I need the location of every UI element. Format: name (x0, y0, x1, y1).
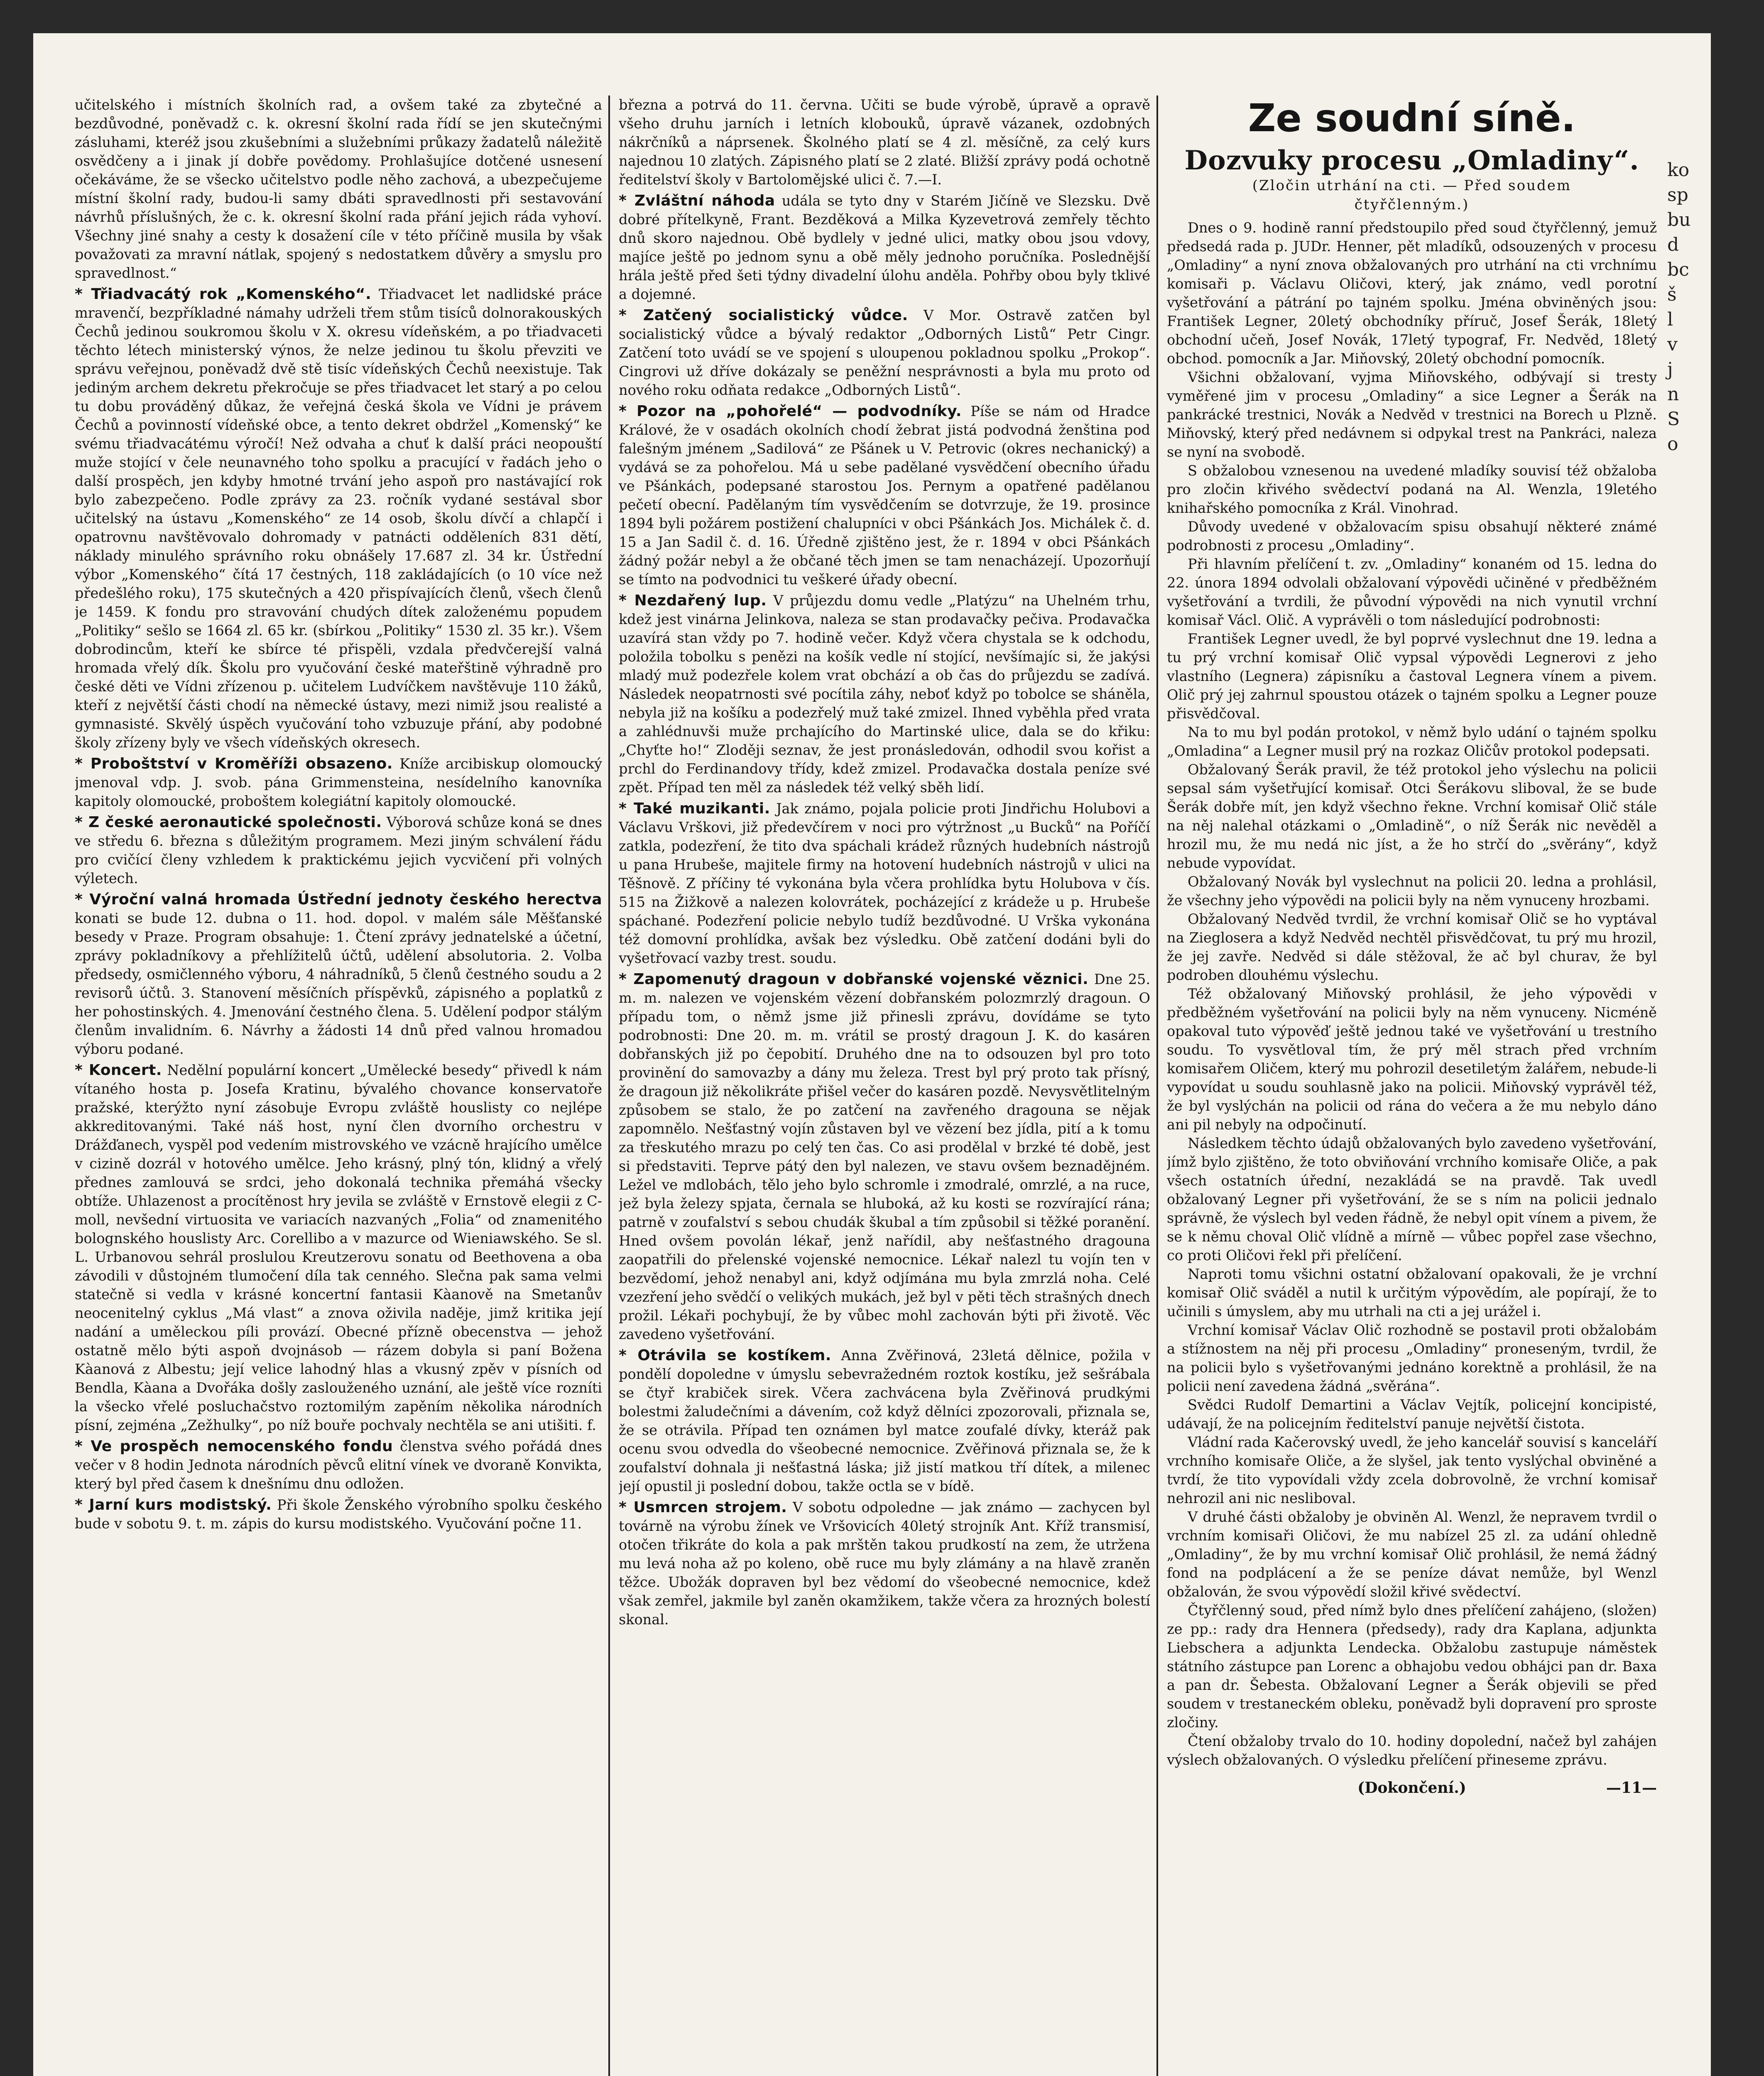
article-continuation (75, 95, 602, 282)
newspaper-page (33, 33, 1711, 2076)
edge-fragment: bu (1667, 209, 1691, 230)
news-item-title: * Jarní kurs modistský. (75, 1496, 272, 1513)
news-item (75, 890, 602, 1058)
news-item-text: Kníže arcibiskup olomoucký jmenoval vdp. J. svob. pána Grimmensteina, nesídelního kanovníka kapitoly olomoucké, proboštem kolegiátní kapitoly olomoucké. (75, 756, 602, 809)
article-text: března a potrvá do 11. června. Učiti se bude výrobě, úpravě a opravě všeho druhu jarních i letních klobouků, úpravě vázanek, ozdobných nákrčníků a náprsenek. Školného platí se 4 zl. měsíčně, za celý kurs najednou 10 zlatých. Zápisného platí se 2 zlaté. Bližší zprávy podá ochotně ředitelství školy v Bartolomějské ulici č. 7.—I. (619, 97, 1150, 188)
article-paragraph: V druhé části obžaloby je obviněn Al. Wenzl, že nepravem tvrdil o vrchním komisaři Oličovi, že mu nabízel 25 zl. za udání ohledně „Omladiny“, že by mu vrchní komisař Olič prohlásil, že nemá žádný fond na podplácení a že se peníze dávat nemůže, byl Wenzl obžalován, že svou výpovědí složil křivé svědectví. (1167, 1509, 1657, 1600)
news-item (75, 813, 602, 888)
column-rule (608, 95, 610, 2076)
news-item-text: Anna Zvěřinová, 23letá dělnice, požila v pondělí dopoledne v úmyslu sebevražedném roztok kostíku, jež sešrábala se čtyř krabiček sirek. Včera zachvácena byla Zvěřinová prudkými bolestmi žaludečními a dávením, což když dělníci zpozorovali, přiznala se, že se otrávila. Případ ten oznámen byl matce zoufalé dívky, kteráž pak ocenu svou odvedla do všeobecné nemocnice. Zvěřinová přiznala se, že k zoufalství dohnala ji nešťastná láska; již jistí matkou tří dítek, a milenec její opustil ji poslední dobou, takže octla se v bídě. (619, 1347, 1150, 1494)
edge-fragment: š (1667, 284, 1677, 305)
news-item-text: V průjezdu domu vedle „Platýzu“ na Uhelném trhu, kdež jest vinárna Jelinkova, naleza se stan prodavačky pečiva. Prodavačka uzavírá stan vždy po 7. hodině večer. Když včera chystala se k odchodu, položila tobolku s penězi na košík vedle ní stojící, nevšímajíc si, že jakýsi mladý muž podezřele kolem vrat obchází a ob čas do průjezdu se zadívá. Následek neopatrnosti své pocítila záhy, neboť když po tobolce se sháněla, nebyla již na košíku a podezřelý muž také zmizel. Ihned vyběhla před vrata a zahlédnuvši muže prchajícího do Martinské ulice, dala se do křiku: „Chyťte ho!“ Zloději seznav, že jest pronásledován, odhodil svou kořist a prchl do Ferdinandovy třídy, kdež zmizel. Prodavačka dostala peníze své zpět. Případ ten měl za následek též velký sběh lidí. (619, 592, 1150, 796)
article-paragraph: Dnes o 9. hodině ranní předstoupilo před soud čtyřčlenný, jemuž předsedá rada p. JUDr. Henner, pět mladíků, odsouzených v procesu „Omladiny“ a nyní znova obžalovaných pro utrhání na cti vrchnímu komisaři p. Václavu Oličovi, který, jak známo, vedl porotní vyšetřování a pátrání po tajném spolku. Jména obviněných jsou: František Legner, 20letý obchodníky příruč, Josef Šerák, 18letý obchodní učeň, Josef Novák, 17letý typograf, Fr. Nedvěd, 18letý obchod. pomocník a Jar. Miňovský, 20letý obchodní pomocník. (1167, 220, 1657, 367)
news-item-title: * Zatčený socialistický vůdce. (619, 307, 908, 324)
news-item-title: * Usmrcen strojem. (619, 1499, 787, 1516)
continued-note: (Dokončení.) (1357, 1779, 1466, 1797)
article-paragraph: Čtyřčlenný soud, před nímž bylo dnes přelíčení zahájeno, (složen) ze pp.: rady dra Hennera (předsedy), rady dra Kaplana, adjunkta Liebschera a adjunkta Lendecka. Obžalobu zastupuje náměstek státního zástupce pan Lorenc a obhajobu vedou obhájci pan dr. Baxa a pan dr. Šebesta. Obžalovaní Legner a Šerák objevili se před soudem v trestaneckém obleku, poněvadž byli dopravení pro sproste zločiny. (1167, 1602, 1657, 1731)
news-item-title: * Zvláštní náhoda (619, 192, 775, 209)
news-item-text: V sobotu odpoledne — jak známo — zachycen byl továrně na výrobu žínek ve Vršovicích 40letý strojník Ant. Kříž transmisí, otočen třikráte do kola a pak mrštěn takou prudkostí na zem, že utržena mu levá noha až po koleno, obě ruce mu byly zlámány a na hlavě zraněn těžce. Ubožák dopraven byl bez vědomí do všeobecné nemocnice, kdež však zemřel, jakmile byl zaněn okamžikem, takže včera za hrozných bolestí skonal. (619, 1499, 1150, 1628)
news-item-title: * Otrávila se kostíkem. (619, 1347, 831, 1364)
news-item-text: V Mor. Ostravě zatčen byl socialistický vůdce a bývalý redaktor „Odborných Listů“ Petr Cingr. Zatčení toto uvádí se ve spojení s uloupenou pokladnou spolku „Prokop“. Cingrovi už dříve dokázaly se peněžní nesprávnosti a byla mu proto od nového roku odňata redakce „Odborných Listů“. (619, 307, 1150, 398)
news-item-text: Nedělní populární koncert „Umělecké besedy“ přivedl k nám vítaného hosta p. Josefa Kratinu, bývalého chovance konservatoře pražské, kterýžto nyní zásobuje Evropu zvláště houslisty co nejlépe akkreditovanými. Také náš host, nyní člen dvorního orchestru v Drážďanech, vyspěl pod vedením mistrovského ve vzácně hrajícího umělce v cizině dozrál v hotového umělce. Jeho krásný, plný tón, klidný a vřelý přednes zamlouvá se srdci, jeho dokonalá technika přemáhá všecky obtíže. Uhlazenost a procítěnost hry jevila se zvláště v Ernstově elegii z C-moll, nevšední virtuosita ve variacích nazvaných „Folia“ od znamenitého bolognského houslisty Arc. Corellibo a v mazurce od Wieniawského. Se sl. L. Urbanovou sehrál proslulou Kreutzerovu sonatu od Beethovena a oba závodili v důstojném tlumočení díla tak cenného. Slečna pak sama velmi statečně si vedla v krásné koncertní fantasii Kàanově na Smetanův neocenitelný cyklus „Má vlast“ a znova oživila naděje, jimž kritika její nadání a uměleckou píli provází. Obecné přízně obecenstva — jehož ostatně mělo býti aspoň dvojnásob — rázem dobyla si paní Božena Kàanová z Albestu; její velice lahodný hlas a vkusný zpěv v písních od Bendla, Kàana a Dvořáka došly zaslouženého uznání, ale ještě více rozníti la všecko vřelé posluchačstvo roztomilým zapěním několika národních písní, zejména „Zežhulky“, po níž bouře pochvaly nechtěla se ani utišiti. f. (75, 1062, 602, 1433)
article-subtitle (1167, 176, 1657, 214)
news-item-title: * Proboštství v Kroměříži obsazeno. (75, 755, 393, 772)
news-item-text: udála se tyto dny v Starém Jičíně ve Slezsku. Dvě dobré přítelkyně, Frant. Bezděková a Milka Kyzevetrová zemřely těchto dnů skoro najednou. Obě bydlely v jedné ulici, matky obou jsou vdovy, majíce ještě po jednom synu a obě měly jednoho poručníka. Poslednější hrála ještě před šeti týdny divadelní úlohu anděla. Pohřby obou byly tklivé a dojemné. (619, 193, 1150, 302)
news-item-title: * Ve prospěch nemocenského fondu (75, 1438, 393, 1455)
news-item-text: Třiadvacet let nadlidské práce mravenčí, bezpříkladné námahy udrželi třem stům tisíců dolnorakouských Čechů jedinou soukromou školu v X. okresu vídeňském, a po třiadvaceti těchto létech ministerský výnos, že nelze jedinou tu školu převziti ve správu veřejnou, poněvadž dvě stě tisíc vídeňských Čechů neexistuje. Tak jediným archem dekretu překročuje se přes třiadvacet let starý a po celou tu dobu prováděný důkaz, že veřejná česká škola ve Vídni je právem Čechů a povinností vídeňské obce, a tento dekret obdržel „Komenský“ ke svému třiadvacátému výročí! Než odvaha a chuť k další práci neopouští muže stojící v čele neunavného toho spolku a pracující v řadách jeho o další prospěch, jen kdyby hmotné trvání jeho aspoň pro nastávající rok bylo zabezpečeno. Podle zprávy za 23. ročník vydané sestával sbor učitelský na ústavu „Komenského“ ze 14 osob, školu dívčí a chlapčí i opatrovnu navštěvovalo dohromady v patnácti odděleních 831 dětí, náklady minulého správního roku obnášely 17.687 zl. 34 kr. Ústřední výbor „Komenského“ čítá 17 čestných, 118 zakládajících (o 10 více než předešlého roku), 175 skutečných a 420 přispívajících členů, všech členů je 1459. K fondu pro stravování chudých dítek založenému popudem „Politiky“ sešlo se 1664 zl. 65 kr. (sbírkou „Politiky“ 1530 zl. 35 kr.). Všem dobrodincům, kteří ke sbírce té přispěli, vzdala předvčerejší valná hromada vřelý dík. Školu pro vyučování české mateřštině výhradně pro české děti ve Vídni zřízenou p. učitelem Ludvíčkem navštěvuje 110 žáků, kteří z největší části chodí na německé ústavy, mezi nimiž jsou realisté a gymnasisté. Skvělý úspěch vyučování toho vzbuzuje přání, aby podobné školy zřízeny byly ve všech vídeňských okresech. (75, 286, 602, 751)
news-item-title: * Třiadvacátý rok „Komenského“. (75, 286, 372, 303)
article-paragraph: Čtení obžaloby trvalo do 10. hodiny dopolední, načež byl zahájen výslech obžalovaných. O výsledku přelíčení přineseme zprávu. (1167, 1733, 1657, 1768)
edge-fragment: v (1667, 334, 1678, 355)
news-item-text: Dne 25. m. m. nalezen ve vojenském vězení dobřanském polozmrzlý dragoun. O případu tom, o němž jsme již přinesli zprávu, dovídáme se tyto podrobnosti: Dne 20. m. m. vrátil se prostý dragoun J. K. do kasáren dobřanských již po čepobití. Druhého dne na to odsouzen byl pro toto provinění do samovazby a dány mu železa. Trest byl prý proto tak přísný, že dragoun již několikráte přišel večer do kasáren pozdě. Nevysvětlitelným způsobem se stalo, že po zatčení na zavřeného dragouna se nějak zapomnělo. Nešťastný vojín zůstaven byl ve vězení bez jídla, pití a k tomu za třeskutého mrazu po celý ten čas. Co asi prodělal v brzké té době, jest si představiti. Teprve pátý den byl nalezen, ve stavu ovšem beznadějném. Ležel ve mdlobách, tělo jeho bylo schromle i zmodralé, omrzlé, a na ruce, jež byla železy spjata, černala se hluboká, až ku kosti se rozvírající rána; patrně v zoufalství s sebou chudák škubal a tím způsobil si těžké poranění. Hned ovšem povolán lékař, jenž nařídil, aby nešťastného dragouna zaopatřili do přelenské vojenské nemocnice. Lékař nalezl tu vojín ten v bezvědomí, jehož nenabyl ani, když odjímána mu byla zmrzlá noha. Celé vzezření jeho svědčí o velikých mukách, jež byl v pěti těch strašných dnech prožil. Lékaři pochybují, že by vůbec mohl zachován býti při životě. Věc zavedeno vyšetřování. (619, 971, 1150, 1342)
article-paragraph: Důvody uvedené v obžalovacím spisu obsahují některé známé podrobnosti z procesu „Omladiny“. (1167, 519, 1657, 553)
news-item-title: * Také muzikanti. (619, 800, 770, 817)
adjacent-page-edge (1667, 158, 1705, 457)
news-item-text: Při škole Ženského výrobního spolku českého bude v sobotu 9. t. m. zápis do kursu modistského. Vyučování počne 11. (75, 1497, 602, 1532)
subtitle-line: (Zločin utrhání na cti. — Před soudem (1252, 177, 1572, 194)
article-paragraph: Svědci Rudolf Demartini a Václav Vejtík, policejní koncipisté, udávají, že na policejním ředitelství panuje největší čistota. (1167, 1397, 1657, 1432)
news-item-title: * Nezdařený lup. (619, 592, 767, 609)
article-headline: Dozvuky procesu „Omladiny“. (1184, 145, 1639, 176)
edge-fragment: S (1667, 409, 1680, 430)
edge-fragment: sp (1667, 184, 1688, 206)
news-item (619, 402, 1150, 589)
page-marker: —11— (1606, 1779, 1657, 1797)
news-item-text: Píše se nám od Hradce Králové, že v osadách okolních chodí žebrat jistá podvodná ženština pod falešným jménem „Sadilová“ ze Pšánek u V. Petrovic (okres nechanický) a vydává se za pohořelou. Má u sebe padělané vysvědčení obecního úřadu ve Pšánkách, podepsané starostou Jos. Pernym a opatřené padělanou pečetí obecní. Padělaným tím vysvědčením se dotvrzuje, že 19. prosince 1894 byli požárem postižení chalupníci v obci Pšánkách Jos. Michálek č. d. 15 a Jan Sadil č. d. 16. Úředně zjištěno jest, že r. 1894 v obci Pšánkách žádný požár nebyl a že občané těch jmen se tam nenacházejí. Upozorňují se tímto na podvodnici tu veškeré úřady obecní. (619, 403, 1150, 588)
news-item (619, 799, 1150, 967)
article-paragraph: František Legner uvedl, že byl poprvé vyslechnut dne 19. ledna a tu prý vrchní komisař Olič vypsal výpovědi Legnerovi z jeho vlastního (Legnera) zápisníku a častoval Legnera vínem a pivem. Olič prý jej zahrnul spoustou otázek o tajném spolku a Legner pouze přisvědčoval. (1167, 631, 1657, 722)
news-item (75, 285, 602, 752)
column-rule (1156, 95, 1158, 2076)
news-item (75, 1437, 602, 1493)
news-item-title: * Z české aeronautické společnosti. (75, 814, 382, 831)
edge-fragment: o (1667, 433, 1678, 455)
column-right (1167, 95, 1657, 2076)
news-item (619, 1346, 1150, 1496)
article-paragraph: Obžalovaný Novák byl vyslechnut na policii 20. ledna a prohlásil, že všechny jeho výpovědi na policii byly na něm vynuceny hrozbami. (1167, 874, 1657, 908)
article-paragraph: Též obžalovaný Miňovský prohlásil, že jeho výpovědi v předběžném vyšetřování na policii byly na něm vynuceny. Nicméně opakoval tuto výpověď ještě jednou také ve vyšetřování u trestního soudu. To vysvětloval tím, že prý měl strach před vrchním komisařem Oličem, který mu pohrozil desetiletým žalářem, nebude-li vypovídat u soudu souhlasně jako na policii. Miňovský vyprávěl též, že byl vyslýchán na policii od rána do večera a že mu nebylo dáno ani pil nebyly na odpočinutí. (1167, 986, 1657, 1133)
edge-fragment: n (1667, 384, 1679, 405)
article-paragraph: Následkem těchto údajů obžalovaných bylo zavedeno vyšetřování, jímž bylo zjištěno, že toto obviňování vrchního komisaře Oliče, a pak všech ostatních úřední, nezakládá se na pravdě. Tak uvedl obžalovaný Legner při vyšetřování, že se s ním na policii jednalo správně, že výslech byl veden řádně, že nebyl opit vínem a pivem, že se k němu choval Olič vlídně a mírně — vůbec popřel zase všechno, co proti Oličovi řekl při přelíčení. (1167, 1135, 1657, 1263)
edge-fragment: d (1667, 234, 1679, 255)
article-paragraph: Všichni obžalovaní, vyjma Miňovského, odbývají si tresty vyměřené jim v procesu „Omladiny“ a sice Legner a Šerák na pankrácké trestnici, Novák a Nedvěd v trestnici na Borech u Plzně. Miňovský, který před nedávnem si odpykal trest na Pankráci, naleza se nyní na svobodě. (1167, 369, 1657, 460)
news-item-title: * Výroční valná hromada Ústřední jednoty českého herectva (75, 891, 602, 908)
column-middle (619, 95, 1150, 2076)
edge-fragment: j (1667, 359, 1673, 380)
news-item (619, 191, 1150, 304)
news-item-title: * Zapomenutý dragoun v dobřanské vojenské věznici. (619, 971, 1089, 988)
news-item (619, 1498, 1150, 1629)
section-title: Ze soudní síně. (1248, 96, 1576, 140)
column-left (75, 95, 602, 2076)
edge-fragment: l (1667, 309, 1673, 330)
article-continuation (619, 95, 1150, 189)
article-paragraph: Obžalovaný Nedvěd tvrdil, že vrchní komisař Olič se ho vyptával na Zieglosera a když Nedvěd nechtěl přisvědčovat, tu prý mu hrozil, že jej zavře. Nedvěd si dále stěžoval, že ač byl churav, že byl podroben dlouhému výslechu. (1167, 911, 1657, 983)
article-text: učitelského i místních školních rad, a ovšem také za zbytečné a bezdůvodné, poněvadž c. k. okresní školní rada řídí se jen skutečnými zásluhami, kteréž jsou zkušebními a služebními průkazy žadatelů náležitě osvědčeny a i jinak jí dobře povědomy. Prohlašujíce dotčené usnesení očekáváme, že se všecko učitelstvo podle něho zachová, a ubezpečujeme místní školní rady, budou-li samy dbáti spravedlnosti při sestavování návrhů příslušných, že c. k. okresní školní rada přání jejich ráda vyhoví. Všechny jiné snahy a cesty k dosažení cíle v této příčině musila by však považovati za mravní nátlak, spojený s nedostatkem důvěry a smyslu pro spravedlnost.“ (75, 97, 602, 281)
article-paragraph: Naproti tomu všichni ostatní obžalovaní opakovali, že je vrchní komisař Olič sváděl a nutil k určitým výpovědím, ale popírají, že to učinili s úmyslem, aby mu utrhali na cti a jej urážel i. (1167, 1266, 1657, 1320)
news-item-text: Výborová schůze koná se dnes ve středu 6. března s důležitým programem. Mezi jiným schválení řádu pro cvičící členy vzhledem k praktickému jejich vycvičení při volných výletech. (75, 814, 602, 886)
article-body (1167, 218, 1657, 1769)
subtitle-line: čtyřčlenným.) (1354, 196, 1470, 213)
news-item-title: * Koncert. (75, 1062, 162, 1079)
news-item (619, 591, 1150, 797)
article-paragraph: S obžalobou vznesenou na uvedené mladíky souvisí též obžaloba pro zločin křivého svědectví podaná na Al. Wenzla, 19letého knihařského pomocníka z Král. Vinohrad. (1167, 463, 1657, 516)
news-item-text: členstva svého pořádá dnes večer v 8 hodin Jednota národních pěvců elitní vínek ve dvoraně Konvikta, který byl před časem k dnešnímu dnu odložen. (75, 1438, 602, 1492)
article-paragraph: Vrchní komisař Václav Olič rozhodně se postavil proti obžalobám a stížnostem na něj při procesu „Omladiny“ proneseným, tvrdil, že na policii bylo s vyšetřovanými jednáno korektně a prohlásil, že na policii není zavedena žádná „svěrána“. (1167, 1322, 1657, 1394)
news-item (619, 306, 1150, 399)
news-item-text: konati se bude 12. dubna o 11. hod. dopol. v malém sále Měšťanské besedy v Praze. Program obsahuje: 1. Čtení zprávy jednatelské a účetní, zprávy pokladníkovy a přehlížitelů účtů, udělení absolutoria. 2. Volba předsedy, osmičlenného výboru, 4 náhradníků, 5 členů čestného soudu a 2 revisorů účtů. 3. Stanovení měsíčních příspěvků, zápisného a poplatků z her pohostinských. 4. Jmenování čestného člena. 5. Udělení podpor stálým členům invalidním. 6. Návrhy a žádosti 14 dnů před valnou hromadou výboru podané. (75, 910, 602, 1057)
news-item (619, 970, 1150, 1344)
edge-fragment: bc (1667, 259, 1689, 280)
article-paragraph: Na to mu byl podán protokol, v němž bylo udání o tajném spolku „Omladina“ a Legner musil prý na rozkaz Oličův protokol podepsati. (1167, 724, 1657, 759)
edge-fragment: ko (1667, 159, 1690, 181)
news-item-text: Jak známo, pojala policie proti Jindřichu Holubovi a Václavu Vrškovi, již předevčírem v noci pro výtržnost „u Bucků“ na Poříčí zatkla, podezření, že tito dva spáchali krádež různých hudebních nástrojů u pana Hrubeše, majitele firmy na hotovení hudebních nástrojů v ulici na Těšnově. Z příčiny té vykonána byla včera prohlídka bytu Holubova v čís. 515 na Žižkově a nalezen kolovrátek, pocházející z krádeže u p. Hrubeše spáchané. Podezření policie nebylo tudíž bezdůvodné. U Vrška vykonána též domovní prohlídka, avšak bez výsledku. Obě zatčení dodáni byli do vyšetřovací vazby trest. soudu. (619, 801, 1150, 966)
article-paragraph: Obžalovaný Šerák pravil, že též protokol jeho výslechu na policii sepsal sám vyšetřující komisař. Otci Šerákovu sliboval, že se bude Šerák dobře mít, jen když všechno řekne. Vrchní komisař Olič stále na něj nalehal otázkami o „Omladině“, o níž Šerák nic nevěděl a hrozil mu, že mu nedá nic jíst, a že ho strčí do „svěrány“, když nebude vypovídat. (1167, 761, 1657, 871)
article-paragraph: Vládní rada Kačerovský uvedl, že jeho kancelář souvisí s kanceláří vrchního komisaře Oliče, a že slyšel, jak tento vyslýchal obviněné a tvrdí, že tito vypovídali vždy zcela dobrovolně, že vrchní komisař nehrozil ani nic nesliboval. (1167, 1434, 1657, 1506)
news-item (75, 754, 602, 810)
news-item (75, 1061, 602, 1435)
news-item (75, 1496, 602, 1533)
article-paragraph: Při hlavním přelíčení t. zv. „Omladiny“ konaném od 15. ledna do 22. února 1894 odvolali obžalovaní výpovědi učiněné v předběžném vyšetřování a tvrdili, že původní výpovědi na nich vynutil vrchní komisař Václ. Olič. A vyprávěli o tom následující podrobnosti: (1167, 556, 1657, 628)
news-item-title: * Pozor na „pohořelé“ — podvodníky. (619, 403, 962, 420)
